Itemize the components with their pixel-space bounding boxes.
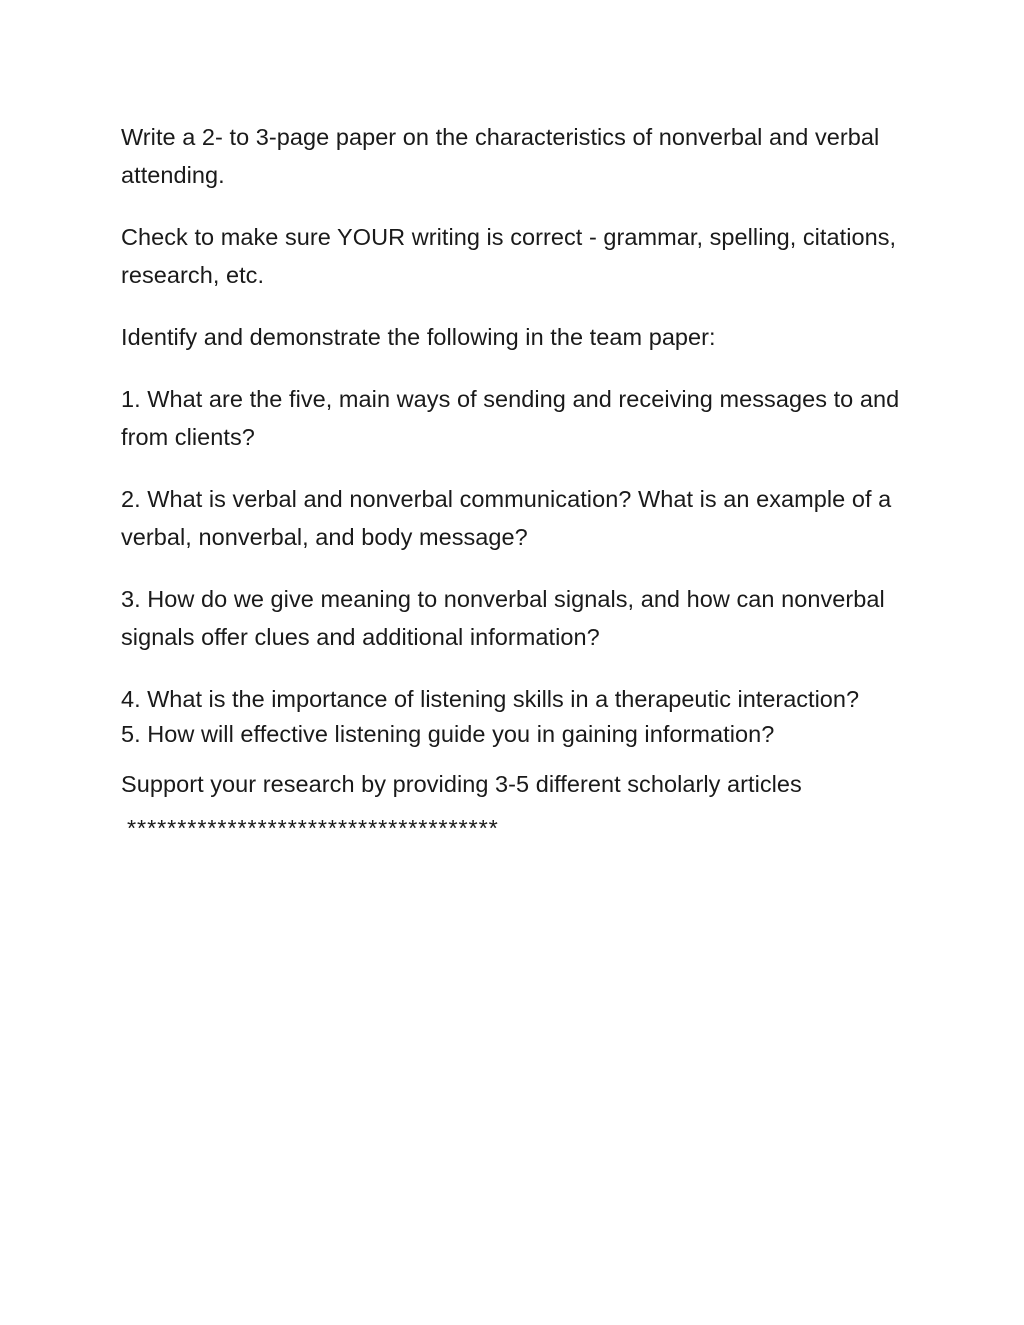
separator-line: ************************************* [127, 815, 499, 841]
requirements-intro: Identify and demonstrate the following in the team paper: [121, 324, 716, 350]
question-4: 4. What is the importance of listening skills in a therapeutic interaction? [121, 686, 860, 712]
question-5: 5. How will effective listening guide you in gaining information? [121, 721, 775, 747]
document-body [121, 118, 911, 847]
assignment-instruction: Write a 2- to 3-page paper on the characteristics of nonverbal and verbal attending. [121, 124, 880, 188]
question-3: 3. How do we give meaning to nonverbal signals, and how can nonverbal signals offer clues and additional information? [121, 586, 885, 650]
question-1: 1. What are the five, main ways of sending and receiving messages to and from clients? [121, 386, 900, 450]
research-support-note: Support your research by providing 3-5 different scholarly articles [121, 771, 802, 797]
question-2: 2. What is verbal and nonverbal communication? What is an example of a verbal, nonverbal, and body message? [121, 486, 892, 550]
writing-check-note: Check to make sure YOUR writing is correct - grammar, spelling, citations, research, etc. [121, 224, 897, 288]
